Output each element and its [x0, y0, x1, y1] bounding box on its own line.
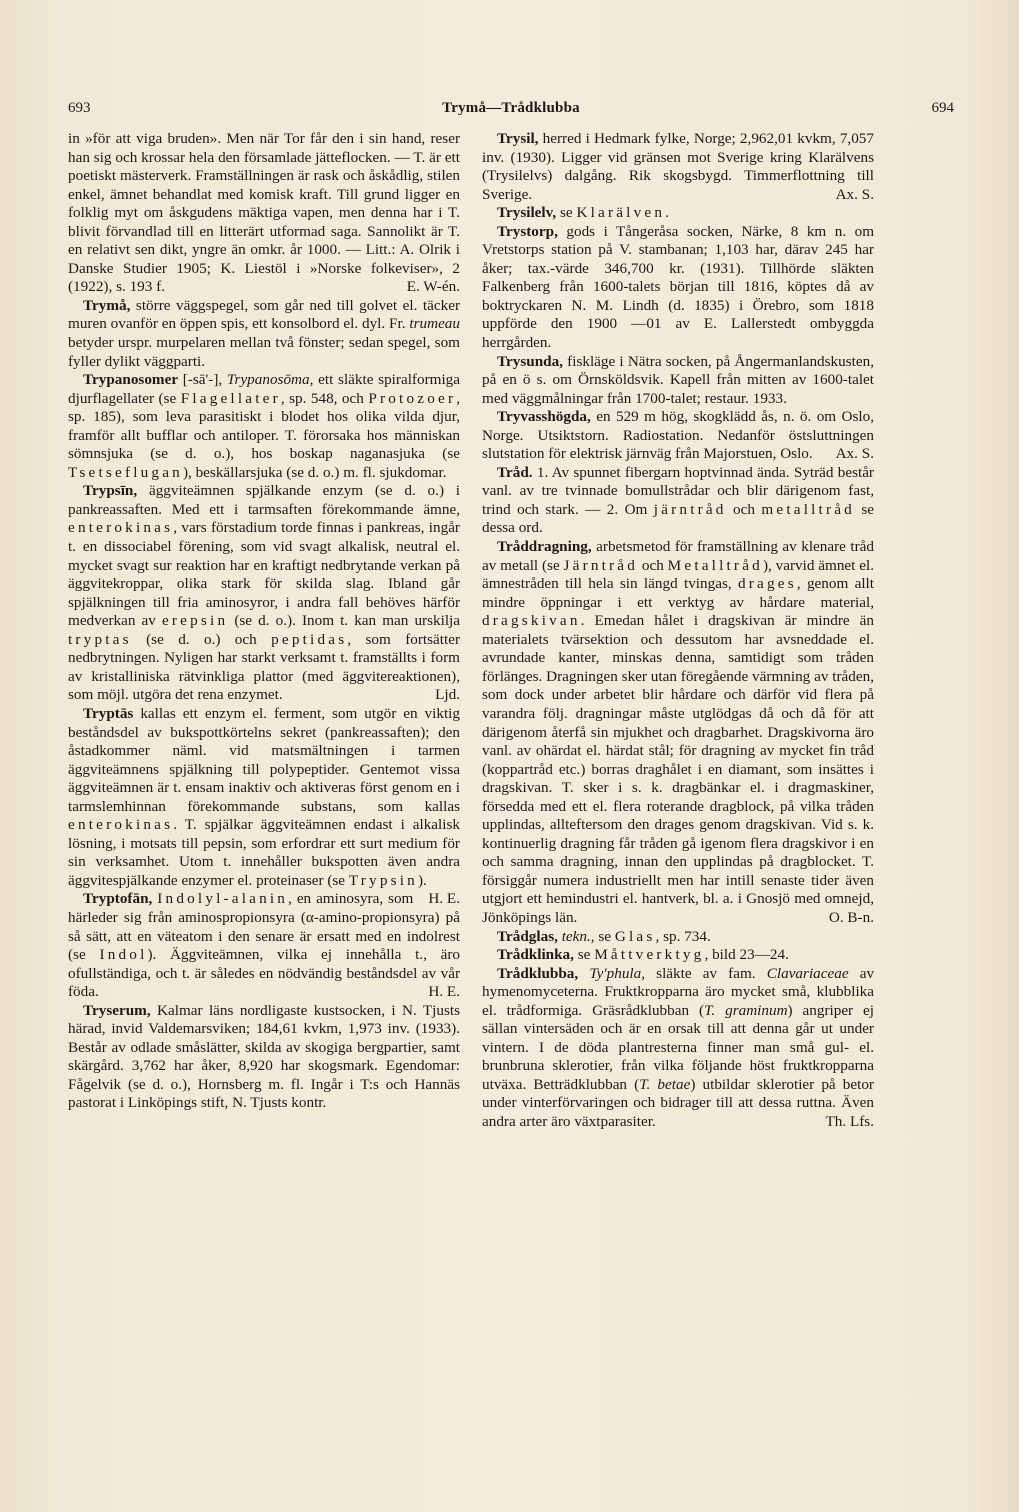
headword: Tråddragning, — [497, 538, 592, 556]
cross-reference: Protozoer — [368, 389, 457, 407]
page-number-left: 693 — [68, 100, 91, 116]
cross-reference: Trypsin — [348, 871, 418, 889]
cross-reference: peptidas — [271, 630, 348, 648]
cross-reference: enterokinas — [68, 816, 174, 834]
cross-reference: erepsin — [161, 612, 229, 630]
headword: Trådklubba, — [497, 964, 579, 982]
headword: Trysilelv, — [497, 204, 557, 222]
headword: Trystorp, — [497, 222, 558, 240]
entry-trypsin: Trypsīn, äggviteämnen spjälkande enzym (se d. o.) i pankreassaften. Med ett i tarmsaften förekommande ämne, enterokinas, vars förstadium torde finnas i pankreas, ingår t. en dissociabel förening, som vid svagt alkalisk, neutral el. mycket svagt sur reaktion har en kraftigt nedbrytande verkan på äggvitekroppar, olika stark för skilda slag. Ibland går spjälkningen till fria aminosyror, i andra fall behöves härför medverkan av erepsin (se d. o.). Inom t. kan man urskilja tryptas (se d. o.) och peptidas, som fortsätter nedbrytningen. Nyligen har starkt verksamt t. framställts i form av kristalliniska rätvinkliga plattor (med äggvitereaktionen), som möjl. utgöra det rena enzymet. Ljd. — [68, 482, 461, 704]
entry-tryptofan: Tryptofān, Indolyl-alanin, en aminosyra, som härleder sig från aminospropionsyra (α-amino-propionsyra) på så sätt, att en väteatom i den senare är ersatt med en indolrest (se Indol). Äggviteämnen, vilka ej innehålla t., äro ofullständiga, och t. är således en nödvändig beståndsdel av vår föda. H. E. — [68, 890, 461, 1001]
entry-trysunda: Trysunda, fiskläge i Nätra socken, på Ångermanlandskusten, på en ö s. om Örnsköldsvik. Kapell från mitten av 1600-talet med väggmålningar från 1700-talet; restaur. 1933. — [482, 352, 875, 407]
cross-reference: Glas — [614, 927, 656, 945]
entry-trypanosomer: Trypanosomer [-sā'-], Trypanosōma, ett släkte spiralformiga djurflagellater (se Flagellater, sp. 548, och Protozoer, sp. 185), som leva parasitiskt i blodet hos olika vilda djur, framför allt bufflar och antiloper. T. förorsaka hos människan sömnsjuka (se d. o.), hos boskap naganasjuka (se Tsetseflugan), beskällarsjuka (se d. o.) m. fl. sjukdomar. — [68, 371, 461, 481]
entry-trysil: Trysil, herred i Hedmark fylke, Norge; 2,962,01 kvkm, 7,057 inv. (1930). Ligger vid gränsen mot Sverige kring Klarälvens (Trysilelvs) dalgång. Rik skogsbygd. Timmerflottning till Sverige. Ax. S. — [482, 130, 874, 203]
entry-signature: Ax. S. — [835, 185, 874, 203]
cross-reference: Klarälven — [576, 204, 666, 222]
entry-signature: H. E. — [428, 890, 460, 908]
page-header — [68, 100, 954, 122]
entry-tryptas: Tryptās kallas ett enzym el. ferment, som utgör en viktig beståndsdel av bukspottkörtelns sekret (pankreassaften); den åstadkommer näml. vid matsmältningen i tarmen äggviteämnens spjälkning till polypeptider. Gentemot vissa äggviteämnen är t. ensam inaktiv och aktiveras först genom en i tarmslemhinnan förekommande substans, som kallas enterokinas. T. spjälkar äggviteämnen endast i alkalisk lösning, i motsats till pepsin, som erfordrar ett surt medium för sin verksamhet. Utom t. innehåller bukspotten även andra äggvitespjälkande enzymer el. proteinaser (se Trypsin). H. E. — [68, 704, 460, 908]
headword: Tråd. — [497, 463, 533, 481]
headword: Trypsīn, — [83, 482, 138, 500]
headword: Tryptās — [83, 704, 134, 722]
headword: Tryvasshögda, — [497, 408, 591, 426]
headword: Trådglas, — [497, 927, 558, 945]
entry-signature: Ax. S. — [835, 445, 874, 463]
entry-trystorp: Trystorp, gods i Tångeråsa socken, Närke, 8 km n. om Vretstorps station på V. stambanan; 1,103 har, därav 245 har åker; tax.-värde 346,700 kr. (1931). Tillhörde släkten Falkenberg från 1600-talets början till 1816, köptes då av boktryckaren N. M. Lindh (d. 1835) i Örebro, som 1818 uppförde den 1900 —01 av E. Lallerstedt ombyggda herrgården. — [482, 222, 875, 352]
entry-trad: Tråd. 1. Av spunnet fibergarn hoptvinnad ända. Syträd består vanl. av tre tvinnade bomullstrådar och blir därigenom fast, trind och stark. — 2. Om järntråd och metalltråd se dessa ord. — [482, 463, 875, 537]
cross-reference: Järntråd — [563, 556, 639, 574]
cross-reference: Tsetseflugan — [68, 463, 183, 481]
running-title: Trymå—Trådklubba — [442, 100, 580, 116]
cross-reference: Måttverktyg — [594, 946, 705, 964]
headword: Trymå, — [83, 296, 131, 314]
headword: Tryserum, — [83, 1001, 151, 1019]
entry-signature: H. E. — [428, 983, 460, 1001]
entry-traddragning: Tråddragning, arbetsmetod för framställning av klenare tråd av metall (se Järntråd och Metalltråd), varvid ämnet el. ämnestråden till hela sin längd tvingas, drages, genom allt mindre öppningar i ett verktyg av hårdare material, dragskivan. Emedan hålet i dragskivan är mindre än materialets tvärsektion och dessutom har avsneddade el. avrundade kanter, minskas denna, samtidigt som tråden förlänges. Dragningen sker utan föregående värmning av tråden, som dock under arbetet blir hårdare och därför vid flera på varandra följ. dragningar måste utglödgas då och då för att därigenom återfå sin mjukhet och dragbarhet. Dragskivorna äro vanl. av ohärdat el. härdat stål; för dragning av mycket fin tråd (koppartråd etc.) borras draghålet i en diamant, som insättes i dragskivan. T. sker i s. k. dragbänkar el. i dragmaskiner, försedda med ett el. flera roterande dragblock, på vilka tråden upplindas, allteftersom den drages genom dragskivan. Vid s. k. kontinuerlig dragning får tråden gå igenom flera dragskivor i en och samma dragning, innan den upplindas på dragblocket. T. försiggår numera industriellt men har intill senaste tider även utgjort ett hemindustri el. hantverk, bl. a. i Gnosjö med omnejd, Jönköpings län. O. B-n. — [482, 538, 874, 926]
cross-reference: Metalltråd — [667, 556, 763, 574]
headword: Trysil, — [497, 130, 539, 147]
cross-reference: metalltråd — [761, 500, 855, 518]
headword: Trysunda, — [497, 352, 563, 370]
entry-tradklinka: Trådklinka, se Måttverktyg, bild 23—24. — [497, 946, 789, 964]
entry-continuation: in »för att viga bruden». Men när Tor får den i sin hand, reser han sig och krossar hela den församlade jätteflocken. — T. är ett poetiskt mästerverk. Framställningen är rask och åskådlig, stilen enkel, ämnet behandlat med komisk kraft. Till grund ligger en folklig myt om åskgudens mäktiga vapen, men denna har i T. blivit förvandlad till en litterärt utformad saga. Sannolikt är T. en relativt sen dikt, yngre än omkr. år 1000. — Litt.: A. Olrik i Danske Studier 1905; K. Liestöl i »Norske folkeviser», 2 (1922), s. 193 f. E. W-én. — [68, 130, 460, 296]
entry-signature: O. B-n. — [828, 908, 874, 926]
entry-tryvasshogda: Tryvasshögda, en 529 m hög, skogklädd ås, n. ö. om Oslo, Norge. Utsiktstorn. Radiostation. Nedanför östsluttningen slutstation för elektrisk järnväg från Majorstuen, Oslo. Ax. S. — [482, 408, 875, 463]
headword: Trådklinka, — [497, 946, 574, 964]
page-number-right: 694 — [931, 100, 954, 116]
cross-reference: enterokinas — [68, 519, 174, 537]
entry-signature: E. W-én. — [406, 278, 460, 296]
entry-tradglas: Trådglas, tekn., se Glas, sp. 734. — [497, 927, 711, 945]
cross-reference: Indolyl-alanin — [157, 890, 289, 908]
cross-reference: tryptas — [68, 630, 132, 648]
entry-trysilelv: Trysilelv, se Klarälven. — [497, 204, 669, 222]
cross-reference: järntråd — [653, 500, 727, 518]
entry-signature: Th. Lfs. — [825, 1112, 874, 1130]
entry-tradklubba: Trådklubba, Ty'phula, släkte av fam. Clavariaceae av hymenomyceterna. Fruktkropparna äro mycket små, klubblika el. trådformiga. Gräsrådklubban (T. graminum) angriper ej sällan vintersäden och är en orsak till att denna går ut under vintern. I de döda plantresterna finner man små gul- el. brunbruna sklerotier, från vilka följande höst fruktkropparna utväxa. Betträdklubban (T. betae) utbildar sklerotier på betor under vinterförvaringen och bidrager till att dessa ruttna. Även andra arter äro växtparasiter. Th. Lfs. — [482, 964, 875, 1130]
cross-reference: Indol — [99, 946, 148, 964]
headword: Trypanosomer — [83, 371, 179, 389]
entry-tryma: Trymå, större väggspegel, som går ned till golvet el. täcker muren ovanför en öppen spis, ett konsolbord el. dyl. Fr. trumeau betyder urspr. murpelaren mellan två fönster; sedan spegel, som fyller dylikt väggparti. — [68, 296, 461, 370]
cross-reference: Flagellater — [180, 389, 281, 407]
emphasized-term: drages — [737, 575, 797, 593]
entry-signature: Ljd. — [435, 686, 460, 704]
right-column — [482, 130, 874, 1132]
headword: Tryptofān, — [83, 890, 153, 908]
entry-tryserum: Tryserum, Kalmar läns nordligaste kustsocken, i N. Tjusts härad, invid Valdemarsviken; 184,61 kvkm, 1,973 inv. (1933). Består av odlade småslätter, skilda av skogiga bergpartier, samt skärgård. 3,762 har åker, 8,920 har skogsmark. Egendomar: Fågelvik (se d. o.), Hornsberg m. fl. Ingår i T:s och Hannäs pastorat i Linköpings stift, N. Tjusts kontr. — [68, 1001, 461, 1112]
emphasized-term: dragskivan — [482, 612, 581, 630]
left-column — [68, 130, 460, 1113]
